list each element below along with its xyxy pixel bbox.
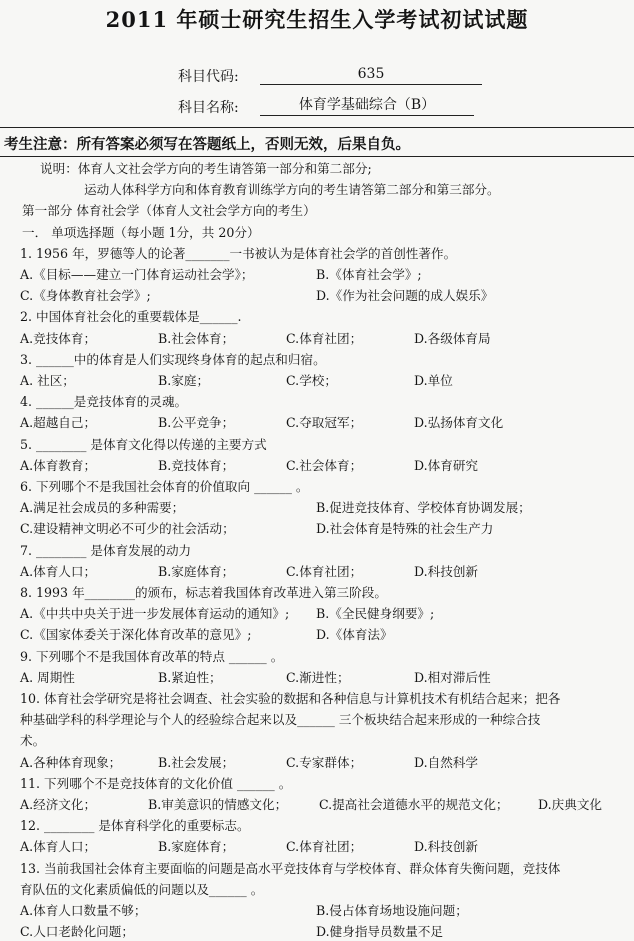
answer-option: C.学校；: [286, 373, 337, 388]
answer-option: A.满足社会成员的多种需要；: [20, 500, 185, 516]
question-stem: 12. ________ 是体育科学化的重要标志。: [20, 818, 250, 834]
answer-option: B.公平竞争；: [158, 415, 235, 431]
answer-option: C.体育社团；: [286, 839, 363, 855]
subject-name-label: 科目名称:: [178, 100, 239, 116]
answer-option: D.体育研究: [414, 457, 479, 473]
answer-option: D.庆典文化: [538, 797, 603, 812]
answer-option: B.紧迫性；: [158, 669, 222, 685]
answer-option: D.单位: [414, 373, 453, 388]
question-stem: 3. ______中的体育是人们实现终身体育的起点和归宿。: [20, 351, 326, 367]
answer-option: A.体育人口数量不够；: [20, 903, 147, 918]
answer-option: A.《中共中央关于进一步发展体育运动的通知》;: [20, 606, 290, 622]
answer-option: A.《目标——建立一门体育运动社会学》；: [20, 267, 254, 282]
answer-option: D.弘扬体育文化: [414, 415, 504, 431]
question-stem: 术。: [20, 733, 46, 749]
question-stem: 7. ________ 是体育发展的动力: [20, 542, 192, 558]
answer-option: D.科技创新: [414, 839, 479, 855]
answer-option: B.社会体育；: [158, 330, 235, 346]
answer-option: D.相对滞后性: [414, 669, 491, 685]
answer-option: C.人口老龄化问题；: [20, 924, 134, 940]
answer-option: C.夺取冠军；: [286, 415, 363, 431]
answer-option: D.自然科学: [414, 754, 479, 770]
answer-option: C.渐进性；: [286, 669, 350, 685]
answer-option: B.竞技体育；: [158, 457, 235, 473]
answer-option: B.审美意识的情感文化；: [148, 797, 288, 812]
answer-option: C.建设精神文明必不可少的社会活动；: [20, 521, 235, 537]
answer-option: C.体育社团；: [286, 563, 363, 579]
answer-option: A.各种体育现象；: [20, 754, 122, 770]
question-stem: 10. 体育社会学研究是将社会调查、社会实验的数据和各种信息与计算机技术有机结合起来；把各: [20, 691, 561, 706]
answer-option: A.经济文化；: [20, 797, 97, 812]
notice-box: [0, 127, 634, 157]
answer-option: B.《体育社会学》;: [316, 267, 422, 282]
explanation-line: 运动人体科学方向和体育教育训练学方向的考生请答第二部分和第三部分。: [84, 182, 500, 198]
answer-option: B.促进竞技体育、学校体育协调发展；: [316, 500, 531, 516]
exam-title: 2011 年硕士研究生招生入学考试初试试题: [105, 7, 529, 32]
answer-option: C.体育社团；: [286, 330, 363, 346]
question-stem: 1. 1956 年，罗德等人的论著_______一书被认为是体育社会学的首创性著作。: [20, 245, 457, 261]
question-stem: 6. 下列哪个不是我国社会体育的价值取向 ______ 。: [20, 479, 309, 494]
answer-option: A.体育教育；: [20, 457, 97, 473]
question-stem: 8. 1993 年________的颁布，标志着我国体育改革进入第三阶段。: [20, 585, 387, 600]
answer-option: B.家庭体育；: [158, 563, 235, 579]
answer-option: D.《体育法》: [316, 627, 393, 643]
answer-option: D.各级体育局: [414, 330, 491, 346]
subject-code-label: 科目代码:: [178, 69, 239, 85]
subject-code-value: 635: [260, 66, 482, 85]
answer-option: D.科技创新: [414, 563, 479, 579]
answer-option: C.《身体教育社会学》;: [20, 288, 151, 304]
answer-option: A. 周期性: [20, 669, 75, 685]
answer-option: D.健身指导员数量不足: [316, 924, 443, 940]
answer-option: A.超越自己；: [20, 415, 97, 431]
answer-option: C.提高社会道德水平的规范文化；: [319, 797, 509, 812]
question-stem: 育队伍的文化素质偏低的问题以及______ 。: [20, 881, 264, 897]
answer-option: C.《国家体委关于深化体育改革的意见》;: [20, 627, 252, 643]
notice-text: 考生注意：所有答案必须写在答题纸上，否则无效，后果自负。: [4, 136, 410, 153]
answer-option: C.专家群体；: [286, 754, 363, 770]
question-stem: 2. 中国体育社会化的重要载体是______.: [20, 309, 242, 325]
subject-name-value: 体育学基础综合（B）: [260, 97, 474, 116]
answer-option: B.《全民健身纲要》;: [316, 606, 435, 622]
answer-option: C.社会体育；: [286, 457, 363, 473]
explanation-line: 说明：体育人文社会学方向的考生请答第一部分和第二部分;: [40, 161, 372, 176]
answer-option: B.家庭体育；: [158, 839, 235, 855]
answer-option: A. 社区；: [20, 373, 75, 388]
answer-option: B.侵占体育场地设施问题；: [316, 903, 468, 918]
question-stem: 9. 下列哪个不是我国体育改革的特点 ______ 。: [20, 648, 284, 664]
answer-option: A.竞技体育；: [20, 330, 97, 346]
question-stem: 13. 当前我国社会体育主要面临的问题是高水平竞技体育与学校体育、群众体育失衡问题，竞技体: [20, 860, 561, 876]
answer-option: B.社会发展；: [158, 754, 235, 770]
answer-option: D.社会体育是特殊的社会生产力: [316, 521, 494, 537]
answer-option: A.体育人口；: [20, 839, 97, 855]
question-stem: 5. ________ 是体育文化得以传递的主要方式: [20, 436, 267, 452]
question-stem: 4. ______是竞技体育的灵魂。: [20, 394, 188, 410]
answer-option: D.《作为社会问题的成人娱乐》: [316, 288, 494, 304]
answer-option: B.家庭；: [158, 373, 210, 388]
section-title: 一． 单项选择题（每小题 1分，共 20分）: [22, 224, 260, 240]
part-title: 第一部分 体育社会学（体育人文社会学方向的考生）: [22, 203, 316, 219]
answer-option: A.体育人口；: [20, 563, 97, 579]
question-stem: 11. 下列哪个不是竞技体育的文化价值 ______ 。: [20, 775, 292, 791]
question-stem: 种基础学科的科学理论与个人的经验综合起来以及______ 三个板块结合起来形成的一种综合技: [20, 712, 541, 728]
